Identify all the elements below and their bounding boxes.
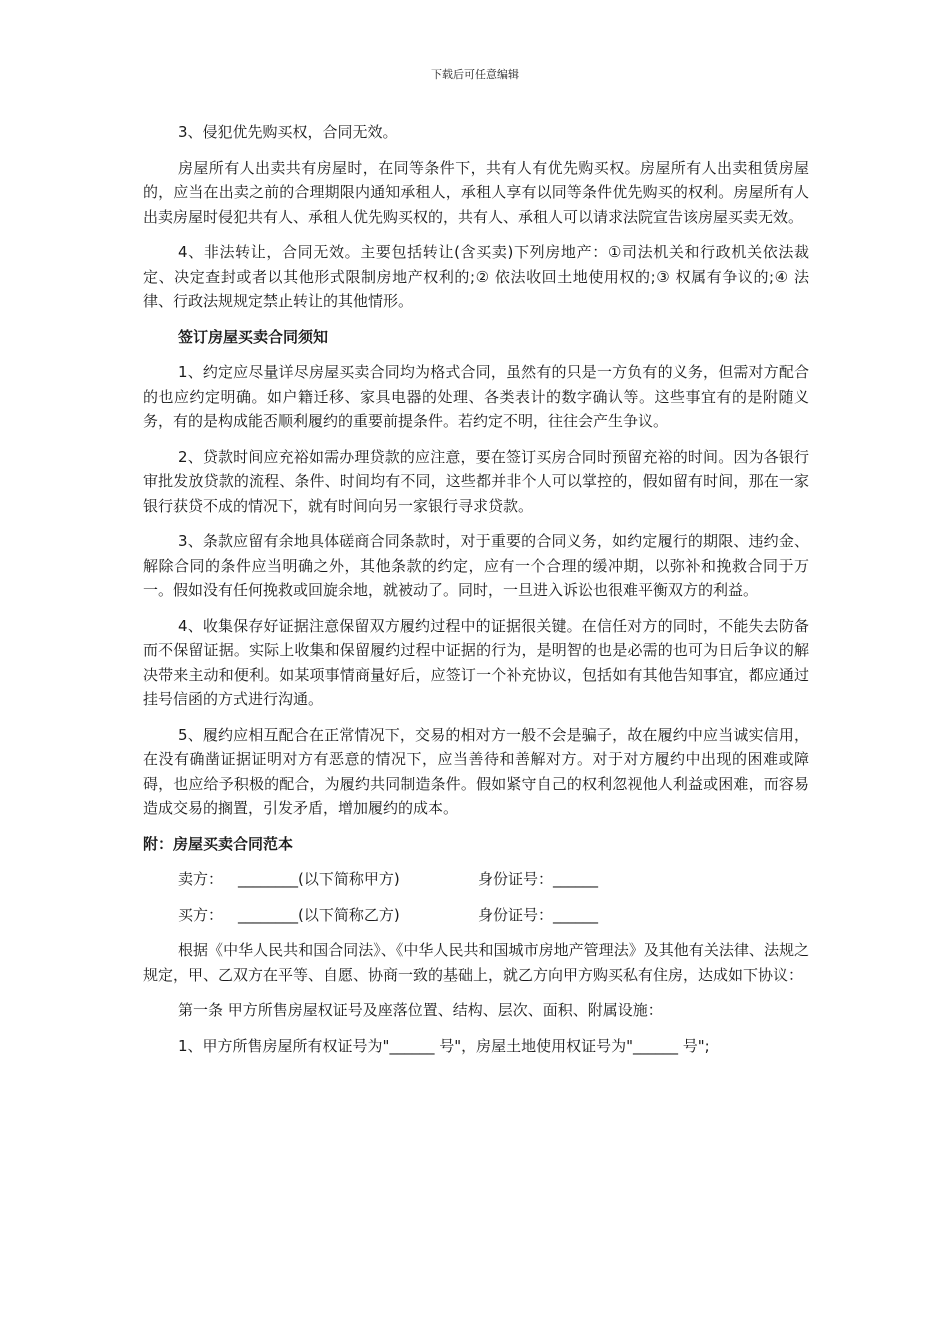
buyer-label: 买方： <box>178 905 224 924</box>
paragraph: 2、贷款时间应充裕如需办理贷款的应注意，要在签订买房合同时预留充裕的时间。因为各银行审批发放贷款的流程、条件、时间均有不同，这些都并非个人可以掌控的，假如留有时间，那在一家银行获贷不成的情况下，就有时间向另一家银行寻求贷款。 <box>143 447 809 515</box>
paragraph: 1、约定应尽量详尽房屋买卖合同均为格式合同，虽然有的只是一方负有的义务，但需对方配合的也应约定明确。如户籍迁移、家具电器的处理、各类表计的数字确认等。这些事宜有的是附随义务，有的是构成能否顺利履约的重要前提条件。若约定不明，往往会产生争议。 <box>143 363 809 430</box>
document-body <box>143 120 809 1069</box>
seller-line <box>178 867 809 892</box>
buyer-name-blank: ________(以下简称乙方) <box>238 905 400 924</box>
seller-name-blank: ________(以下简称甲方) <box>238 870 400 888</box>
paragraph: 根据《中华人民共和国合同法》、《中华人民共和国城市房地产管理法》及其他有关法律、法规之规定，甲、乙双方在平等、自愿、协商一致的基础上，就乙方向甲方购买私有住房，达成如下协议： <box>143 941 809 984</box>
paragraph: 4、非法转让，合同无效。主要包括转让(含买卖)下列房地产：①司法机关和行政机关依法裁定、决定查封或者以其他形式限制房地产权利的;② 依法收回土地使用权的;③ 权属有争议的;④ 法律、行政法规规定禁止转让的其他情形。 <box>143 243 809 310</box>
seller-id-blank: 身份证号：______ <box>478 870 599 888</box>
clause-title: 第一条 甲方所售房屋权证号及座落位置、结构、层次、面积、附属设施： <box>178 1001 663 1019</box>
paragraph: 3、侵犯优先购买权，合同无效。 <box>178 123 398 141</box>
buyer-id-blank: 身份证号：______ <box>478 905 599 924</box>
paragraph: 3、条款应留有余地具体磋商合同条款时，对于重要的合同义务，如约定履行的期限、违约金、解除合同的条件应当明确之外，其他条款的约定，应有一个合理的缓冲期，以弥补和挽救合同于万一。假如没有任何挽救或回旋余地，就被动了。同时，一旦进入诉讼也很难平衡双方的利益。 <box>143 532 809 599</box>
paragraph: 5、履约应相互配合在正常情况下，交易的相对方一般不会是骗子，故在履约中应当诚实信用，在没有确凿证据证明对方有恶意的情况下，应当善待和善解对方。对于对方履约中出现的困难或障碍，也应给予积极的配合，为履约共同制造条件。假如紧守自己的权利忽视他人利益或困难，而容易造成交易的搁置，引发矛盾，增加履约的成本。 <box>143 725 809 817</box>
page-header: 下载后可任意编辑 <box>431 68 519 81</box>
paragraph: 4、收集保存好证据注意保留双方履约过程中的证据很关键。在信任对方的同时，不能失去防备而不保留证据。实际上收集和保留履约过程中证据的行为，是明智的也是必需的也可为日后争议的解决带来主动和便利。如某项事情商量好后，应签订一个补充协议，包括如有其他告知事宜，都应通过挂号信函的方式进行沟通。 <box>143 616 809 708</box>
paragraph: 房屋所有人出卖共有房屋时，在同等条件下，共有人有优先购买权。房屋所有人出卖租赁房屋的，应当在出卖之前的合理期限内通知承租人，承租人享有以同等条件优先购买的权利。房屋所有人出卖房屋时侵犯共有人、承租人优先购买权的，共有人、承租人可以请求法院宣告该房屋买卖无效。 <box>143 158 809 226</box>
seller-label: 卖方： <box>178 870 224 888</box>
section-heading: 附：房屋买卖合同范本 <box>143 834 294 853</box>
paragraph: 1、甲方所售房屋所有权证号为"______ 号"，房屋土地使用权证号为"______ 号"; <box>178 1036 710 1055</box>
buyer-line <box>178 903 809 928</box>
section-heading: 签订房屋买卖合同须知 <box>178 327 329 346</box>
